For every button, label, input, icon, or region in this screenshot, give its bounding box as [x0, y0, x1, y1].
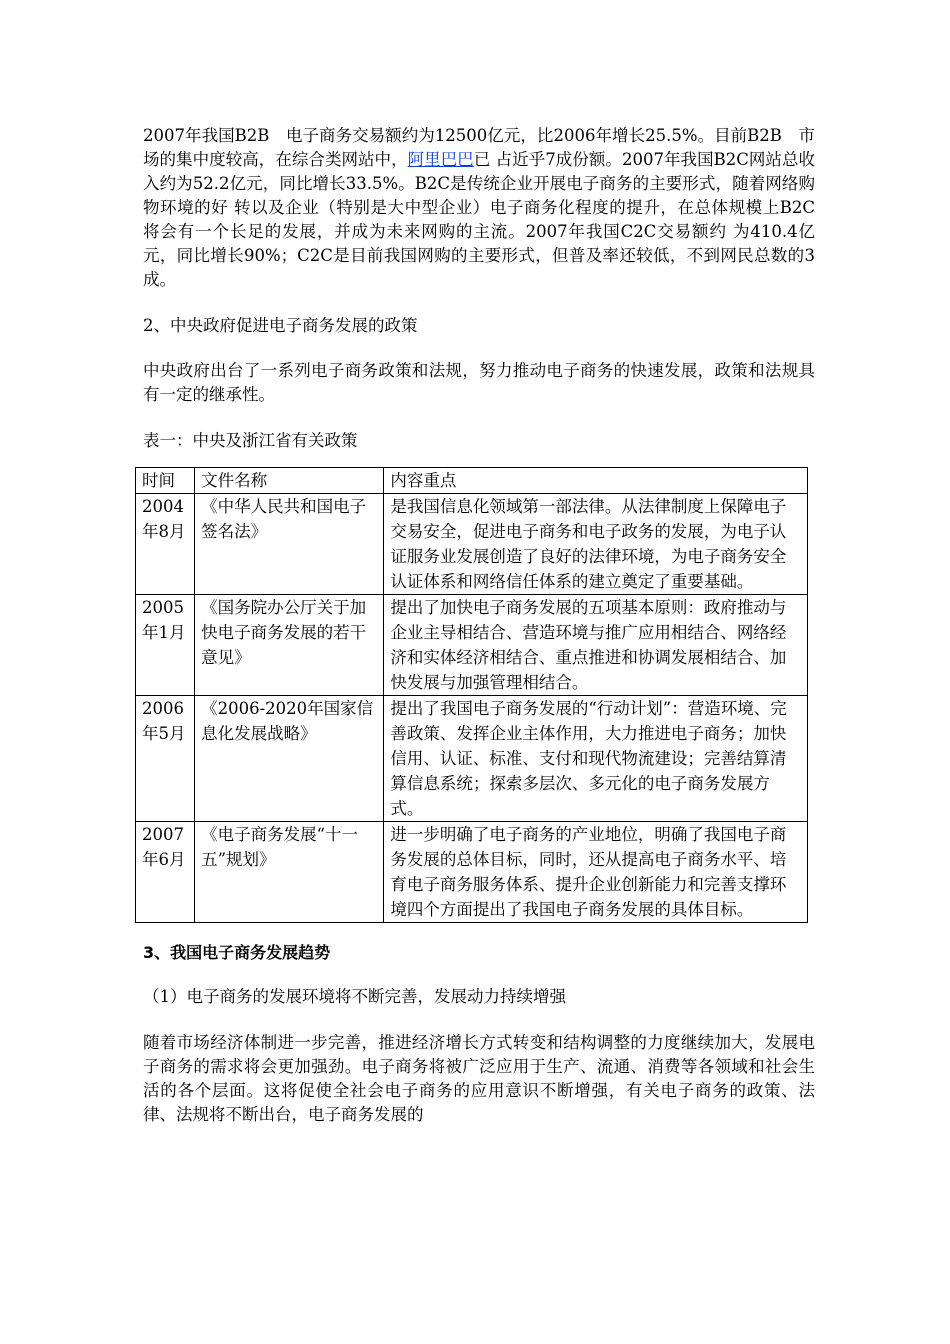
- section-heading-2: 2、中央政府促进电子商务发展的政策: [143, 316, 418, 335]
- paragraph-policy-intro: 中央政府出台了一系列电子商务政策和法规，努力推动电子商务的快速发展，政策和法规具有一定的继承性。: [143, 361, 815, 404]
- cell-time: 2005年1月: [136, 595, 195, 696]
- column-header-document: 文件名称: [195, 468, 384, 494]
- cell-time: 2006年5月: [136, 696, 195, 822]
- table-row: [136, 696, 808, 822]
- subheading-1: （1）电子商务的发展环境将不断完善，发展动力持续增强: [143, 987, 566, 1006]
- cell-time: 2004年8月: [136, 494, 195, 595]
- table-row: [136, 595, 808, 696]
- table-header-row: [136, 468, 808, 494]
- cell-document: 《2006-2020年国家信息化发展战略》: [195, 696, 384, 822]
- cell-content: 提出了我国电子商务发展的“行动计划”：营造环境、完善政策、发挥企业主体作用，大力推进电子商务；加快信用、认证、标准、支付和现代物流建设；完善结算清算信息系统；探索多层次、多元化的电子商务发展方式。: [384, 696, 808, 822]
- paragraph-text: 2007年我国B2B 电子商务交易额约为12500亿元，比2006年增长25.5%。目前B2B 市场的集中度较高，在综合类网站中，: [143, 126, 815, 169]
- section-heading-3: 3、我国电子商务发展趋势: [143, 943, 331, 962]
- cell-content: 进一步明确了电子商务的产业地位，明确了我国电子商务发展的总体目标，同时，还从提高电子商务水平、培育电子商务服务体系、提升企业创新能力和完善支撑环境四个方面提出了我国电子商务发展的具体目标。: [384, 822, 808, 923]
- cell-document: 《电子商务发展“十一五”规划》: [195, 822, 384, 923]
- alibaba-link[interactable]: 阿里巴巴: [407, 150, 474, 169]
- cell-document: 《中华人民共和国电子签名法》: [195, 494, 384, 595]
- column-header-time: 时间: [136, 468, 195, 494]
- table-row: [136, 822, 808, 923]
- cell-document: 《国务院办公厅关于加快电子商务发展的若干意见》: [195, 595, 384, 696]
- cell-content: 是我国信息化领域第一部法律。从法律制度上保障电子交易安全，促进电子商务和电子政务的发展，为电子认证服务业发展创造了良好的法律环境，为电子商务安全认证体系和网络信任体系的建立奠定了重要基础。: [384, 494, 808, 595]
- table-row: [136, 494, 808, 595]
- document-page: [142, 124, 832, 1127]
- policy-table: [135, 467, 808, 923]
- cell-content: 提出了加快电子商务发展的五项基本原则：政府推动与企业主导相结合、营造环境与推广应用相结合、网络经济和实体经济相结合、重点推进和协调发展相结合、加快发展与加强管理相结合。: [384, 595, 808, 696]
- table-caption: 表一：中央及浙江省有关政策: [143, 431, 358, 450]
- cell-time: 2007年6月: [136, 822, 195, 923]
- paragraph-trend: 随着市场经济体制进一步完善，推进经济增长方式转变和结构调整的力度继续加大，发展电子商务的需求将会更加强劲。电子商务将被广泛应用于生产、流通、消费等各领域和社会生活的各个层面。这将促使全社会电子商务的应用意识不断增强，有关电子商务的政策、法律、法规将不断出台，电子商务发展的: [143, 1033, 815, 1124]
- column-header-content: 内容重点: [384, 468, 808, 494]
- paragraph-b2b-b2c-c2c: [143, 124, 832, 292]
- paragraph-text: 已 占近乎7成份额。2007年我国B2C网站总收入约为52.2亿元，同比增长33.5%。B2C是传统企业开展电子商务的主要形式，随着网络购物环境的好 转以及企业（特别是大中型企业）电子商务化程度的提升，在总体规模上B2C 将会有一个长足的发展，并成为未来网购的主流。2007年我国C2C交易额约 为410.4亿元，同比增长90%；C2C是目前我国网购的主要形式，但普及率还较低，不到网民总数的3成。: [143, 150, 832, 289]
